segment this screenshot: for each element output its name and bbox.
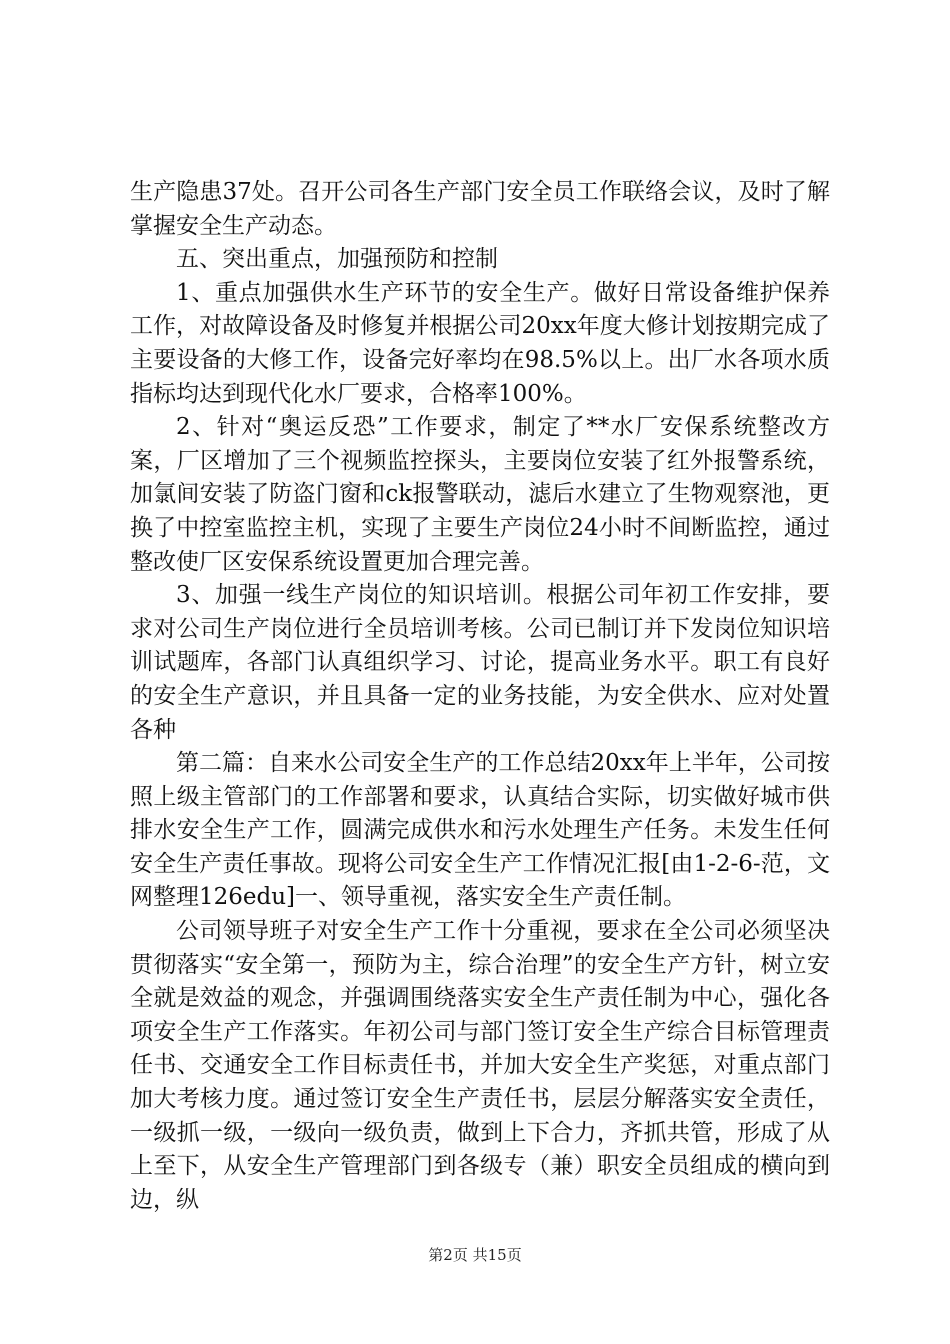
document-body: [130, 176, 830, 1217]
paragraph-1: 生产隐患37处。召开公司各生产部门安全员工作联络会议，及时了解掌握安全生产动态。: [130, 179, 830, 239]
paragraph-7: 公司领导班子对安全生产工作十分重视，要求在全公司必须坚决贯彻落实“安全第一，预防为主，综合治理”的安全生产方针，树立安全就是效益的观念，并强调围绕落实安全生产责任制为中心，强化各项安全生产工作落实。年初公司与部门签订安全生产综合目标管理责任书、交通安全工作目标责任书，并加大安全生产奖惩，对重点部门加大考核力度。通过签订安全生产责任书，层层分解落实安全责任，一级抓一级，一级向一级负责，做到上下合力，齐抓共管，形成了从上至下，从安全生产管理部门到各级专（兼）职安全员组成的横向到边，纵: [130, 918, 830, 1213]
page-number-label: 第2页 共15页: [428, 1246, 522, 1264]
page-footer: [0, 1244, 950, 1265]
paragraph-3: 1、重点加强供水生产环节的安全生产。做好日常设备维护保养工作，对故障设备及时修复并根据公司20xx年度大修计划按期完成了主要设备的大修工作，设备完好率均在98.5%以上。出厂水各项水质指标均达到现代化水厂要求，合格率100%。: [130, 279, 830, 407]
paragraph-6: 第二篇：自来水公司安全生产的工作总结20xx年上半年，公司按照上级主管部门的工作部署和要求，认真结合实际，切实做好城市供排水安全生产工作，圆满完成供水和污水处理生产任务。未发生任何安全生产责任事故。现将公司安全生产工作情况汇报[由1-2-6-范，文网整理126edu]一、领导重视，落实安全生产责任制。: [130, 750, 830, 911]
section-heading-5: 五、突出重点，加强预防和控制: [176, 246, 498, 273]
paragraph-4: 2、针对“奥运反恐”工作要求，制定了**水厂安保系统整改方案，厂区增加了三个视频监控探头，主要岗位安装了红外报警系统，加氯间安装了防盗门窗和ck报警联动，滤后水建立了生物观察池，更换了中控室监控主机，实现了主要生产岗位24小时不间断监控，通过整改使厂区安保系统设置更加合理完善。: [130, 414, 830, 575]
paragraph-5: 3、加强一线生产岗位的知识培训。根据公司年初工作安排，要求对公司生产岗位进行全员培训考核。公司已制订并下发岗位知识培训试题库，各部门认真组织学习、讨论，提高业务水平。职工有良好的安全生产意识，并且具备一定的业务技能，为安全供水、应对处置各种: [130, 582, 830, 743]
